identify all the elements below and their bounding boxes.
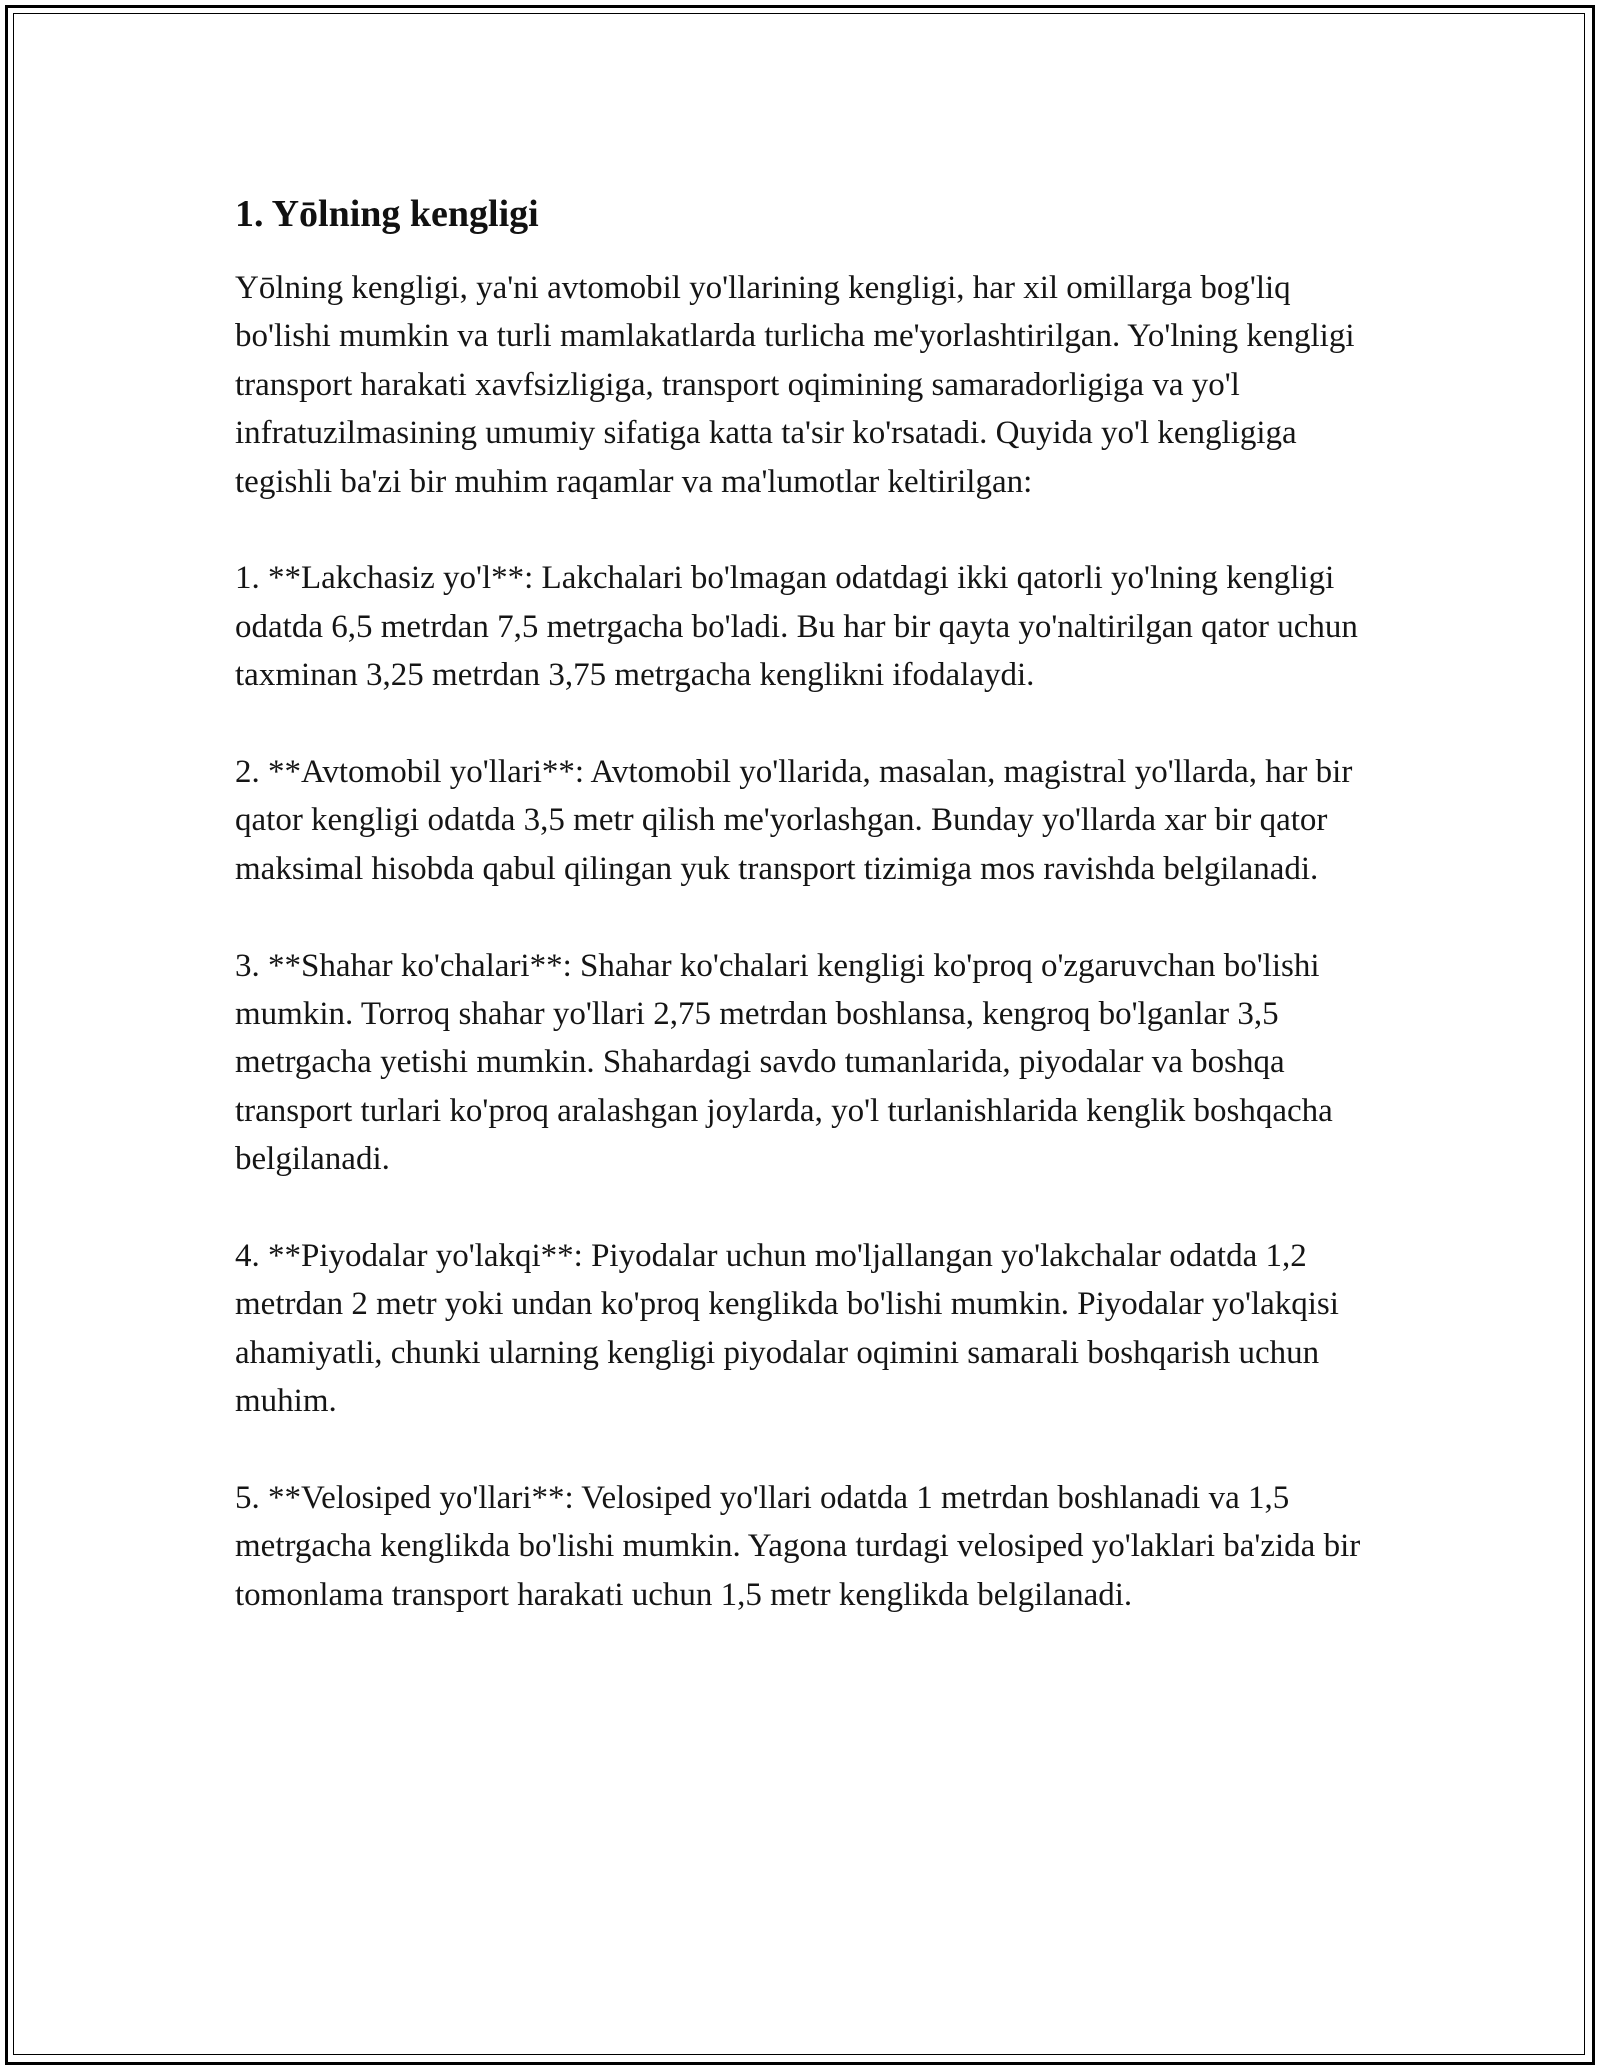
section-heading: 1. Yōlning kengligi <box>235 193 539 235</box>
intro-paragraph: Yōlning kengligi, ya'ni avtomobil yo'llarining kengligi, har xil omillarga bog'liq bo'lishi mumkin va turli mamlakatlarda turlicha me'yorlashtirilgan. Yo'lning kengligi transport harakati xavfsizligiga, transport oqimining samaradorligiga va yo'l infratuzilmasining umumiy sifatiga katta ta'sir ko'rsatadi. Quyida yo'l kengligiga tegishli ba'zi bir muhim raqamlar va ma'lumotlar keltirilgan: <box>235 270 1355 500</box>
list-item-5: 5. **Velosiped yo'llari**: Velosiped yo'llari odatda 1 metrdan boshlanadi va 1,5 metrgacha kenglikda bo'lishi mumkin. Yagona turdagi velosiped yo'laklari ba'zida bir tomonlama transport harakati uchun 1,5 metr kenglikda belgilanadi. <box>235 1480 1361 1613</box>
list-item-2: 2. **Avtomobil yo'llari**: Avtomobil yo'llarida, masalan, magistral yo'llarda, har bir qator kengligi odatda 3,5 metr qilish me'yorlashgan. Bunday yo'llarda xar bir qator maksimal hisobda qabul qilingan yuk transport tizimiga mos ravishda belgilanadi. <box>235 754 1353 887</box>
document-body <box>235 186 1375 1619</box>
list-item-1: 1. **Lakchasiz yo'l**: Lakchalari bo'lmagan odatdagi ikki qatorli yo'lning kengligi odatda 6,5 metrdan 7,5 metrgacha bo'ladi. Bu har bir qayta yo'naltirilgan qator uchun taxminan 3,25 metrdan 3,75 metrgacha kenglikni ifodalaydi. <box>235 560 1358 694</box>
list-item-3: 3. **Shahar ko'chalari**: Shahar ko'chalari kengligi ko'proq o'zgaruvchan bo'lishi mumkin. Torroq shahar yo'llari 2,75 metrdan boshlansa, kengroq bo'lganlar 3,5 metrgacha yetishi mumkin. Shahardagi savdo tumanlarida, piyodalar va boshqa transport turlari ko'proq aralashgan joylarda, yo'l turlanishlarida kenglik boshqacha belgilanadi. <box>235 947 1333 1178</box>
list-item-4: 4. **Piyodalar yo'lakqi**: Piyodalar uchun mo'ljallangan yo'lakchalar odatda 1,2 metrdan 2 metr yoki undan ko'proq kenglikda bo'lishi mumkin. Piyodalar yo'lakqisi ahamiyatli, chunki ularning kengligi piyodalar oqimini samarali boshqarish uchun muhim. <box>235 1238 1339 1420</box>
